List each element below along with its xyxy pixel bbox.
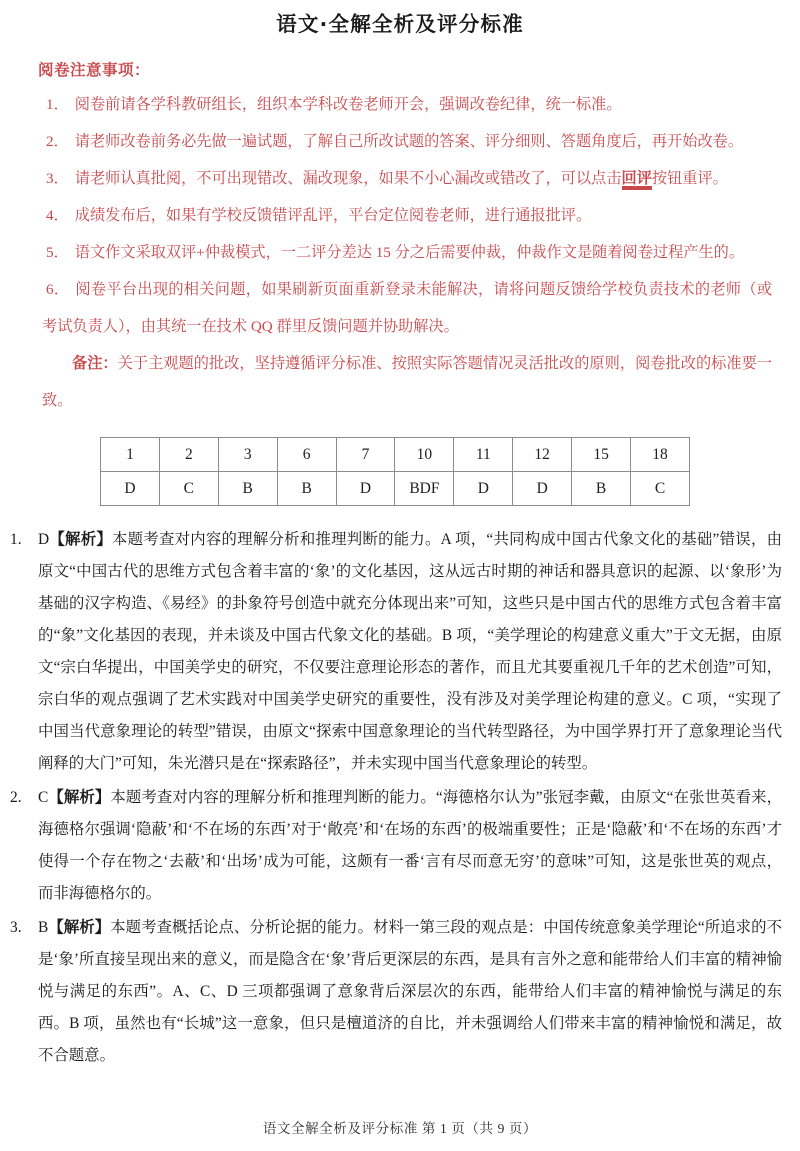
answer-cell: B [277, 472, 336, 506]
recheck-button-reference: 回评 [622, 170, 652, 190]
notice-item-5 [38, 234, 772, 271]
question-number-cell: 11 [454, 438, 513, 472]
explanation-2-answer: C [38, 789, 49, 806]
question-number-cell: 6 [277, 438, 336, 472]
grading-notice-section [0, 56, 800, 419]
notice-item-3-text-before: 请老师认真批阅，不可出现错改、漏改现象，如果不小心漏改或错改了，可以点击 [74, 170, 622, 187]
page-title: 语文·全解全析及评分标准 [276, 12, 524, 36]
question-number-cell: 15 [572, 438, 631, 472]
notice-item-4-number: 4． [46, 207, 69, 224]
answer-cell: C [631, 472, 690, 506]
explanation-3-number: 3. [10, 919, 22, 936]
explanation-3-tag: 【解析】 [48, 919, 111, 936]
question-number-cell: 2 [159, 438, 218, 472]
notice-item-1 [38, 86, 772, 123]
notice-item-2-text: 请老师改卷前务必先做一遍试题，了解自己所改试题的答案、评分细则、答题角度后，再开始改卷。 [74, 133, 744, 150]
explanation-item-1 [8, 524, 782, 780]
explanation-3-answer: B [38, 919, 49, 936]
question-number-cell: 10 [395, 438, 454, 472]
notice-item-2-number: 2． [46, 133, 69, 150]
notice-item-3-number: 3． [46, 170, 69, 187]
question-number-cell: 12 [513, 438, 572, 472]
answer-cell: D [101, 472, 160, 506]
explanation-1-tag: 【解析】 [49, 531, 112, 548]
explanation-2-tag: 【解析】 [48, 789, 111, 806]
notice-item-1-text: 阅卷前请各学科教研组长，组织本学科改卷老师开会，强调改卷纪律，统一标准。 [74, 96, 622, 113]
table-row-question-numbers [101, 438, 690, 472]
explanation-item-3 [8, 912, 782, 1072]
question-number-cell: 7 [336, 438, 395, 472]
notice-item-2 [38, 123, 772, 160]
explanation-item-2 [8, 782, 782, 910]
notice-item-4 [38, 197, 772, 234]
answer-cell: D [513, 472, 572, 506]
notice-item-3-text-after: 按钮重评。 [651, 170, 728, 187]
explanation-1-body: 本题考查对内容的理解分析和推理判断的能力。A 项，“共同构成中国古代象文化的基础”错误，由原文“中国古代的思维方式包含着丰富的‘象’的文化基因，这从远古时期的神话和器具意识的起源、以‘象形’为基础的汉字构造、《易经》的卦象符号创造中就充分体现出来”可知，这些只是中国古代的思维方式包含着丰富的“象”文化基因的表现，并未谈及中国古代象文化的基础。B 项，“美学理论的构建意义重大”于文无据，由原文“宗白华提出，中国美学史的研究，不仅要注意理论形态的著作，而且尤其要重视几千年的艺术创造”可知，宗白华的观点强调了艺术实践对中国美学史研究的重要性，没有涉及对美学理论构建的意义。C 项，“实现了中国当代意象理论的转型”错误，由原文“探索中国意象理论的当代转型路径，为中国学界打开了意象理论当代阐释的大门”可知，朱光潜只是在“探索路径”，并未实现中国当代意象理论的转型。 [38, 531, 782, 772]
explanation-1-answer: D [38, 531, 50, 548]
answer-table-container [0, 437, 800, 506]
notice-item-6 [38, 271, 772, 345]
notice-item-1-number: 1． [46, 96, 69, 113]
answer-cell: C [159, 472, 218, 506]
notice-item-6-number: 6． [46, 281, 70, 298]
answer-key-table [100, 437, 690, 506]
question-number-cell: 18 [631, 438, 690, 472]
explanation-3-body: 本题考查概括论点、分析论据的能力。材料一第三段的观点是：中国传统意象美学理论“所追求的不是‘象’所直接呈现出来的意义，而是隐含在‘象’背后更深层的东西，是具有言外之意和能带给人们丰富的精神愉悦与满足的东西”。A、C、D 三项都强调了意象背后深层次的东西，能带给人们丰富的精神愉悦与满足的东西。B 项，虽然也有“长城”这一意象，但只是檀道济的自比，并未强调给人们带来丰富的精神愉悦和满足，故不合题意。 [38, 919, 782, 1064]
explanation-1-number: 1. [10, 531, 22, 548]
explanation-2-number: 2. [10, 789, 22, 806]
notice-item-5-number: 5． [46, 244, 69, 261]
notice-remark [38, 345, 772, 419]
answer-cell: B [572, 472, 631, 506]
notice-remark-text: 关于主观题的批改，坚持遵循评分标准、按照实际答题情况灵活批改的原则，阅卷批改的标准要一致。 [42, 355, 773, 409]
notice-remark-label: 备注： [72, 355, 118, 372]
question-number-cell: 1 [101, 438, 160, 472]
answer-cell: D [454, 472, 513, 506]
page-footer: 语文全解全析及评分标准 第 1 页（共 9 页） [262, 1121, 538, 1136]
notice-list [38, 86, 772, 345]
notice-item-4-text: 成绩发布后，如果有学校反馈错评乱评，平台定位阅卷老师，进行通报批评。 [74, 207, 592, 224]
answer-cell: B [218, 472, 277, 506]
question-number-cell: 3 [218, 438, 277, 472]
explanations-section [0, 506, 800, 1072]
notice-item-5-text: 语文作文采取双评+仲裁模式，一二评分差达 15 分之后需要仲裁，仲裁作文是随着阅卷过程产生的。 [74, 244, 745, 261]
answer-cell: D [336, 472, 395, 506]
answer-cell: BDF [395, 472, 454, 506]
explanation-2-body: 本题考查对内容的理解分析和推理判断的能力。“海德格尔认为”张冠李戴，由原文“在张世英看来，海德格尔强调‘隐蔽’和‘不在场的东西’对于‘敞亮’和‘在场的东西’的极端重要性；正是‘隐蔽’和‘不在场的东西’才使得一个存在物之‘去蔽’和‘出场’成为可能，这颇有一番‘言有尽而意无穷’的意味”可知，这是张世英的观点，而非海德格尔的。 [38, 789, 782, 902]
notice-item-6-text: 阅卷平台出现的相关问题，如果刷新页面重新登录未能解决，请将问题反馈给学校负责技术的老师（或考试负责人），由其统一在技术 QQ 群里反馈问题并协助解决。 [42, 281, 773, 335]
notice-item-3 [38, 160, 772, 197]
table-row-answers [101, 472, 690, 506]
notice-heading: 阅卷注意事项： [38, 62, 151, 79]
